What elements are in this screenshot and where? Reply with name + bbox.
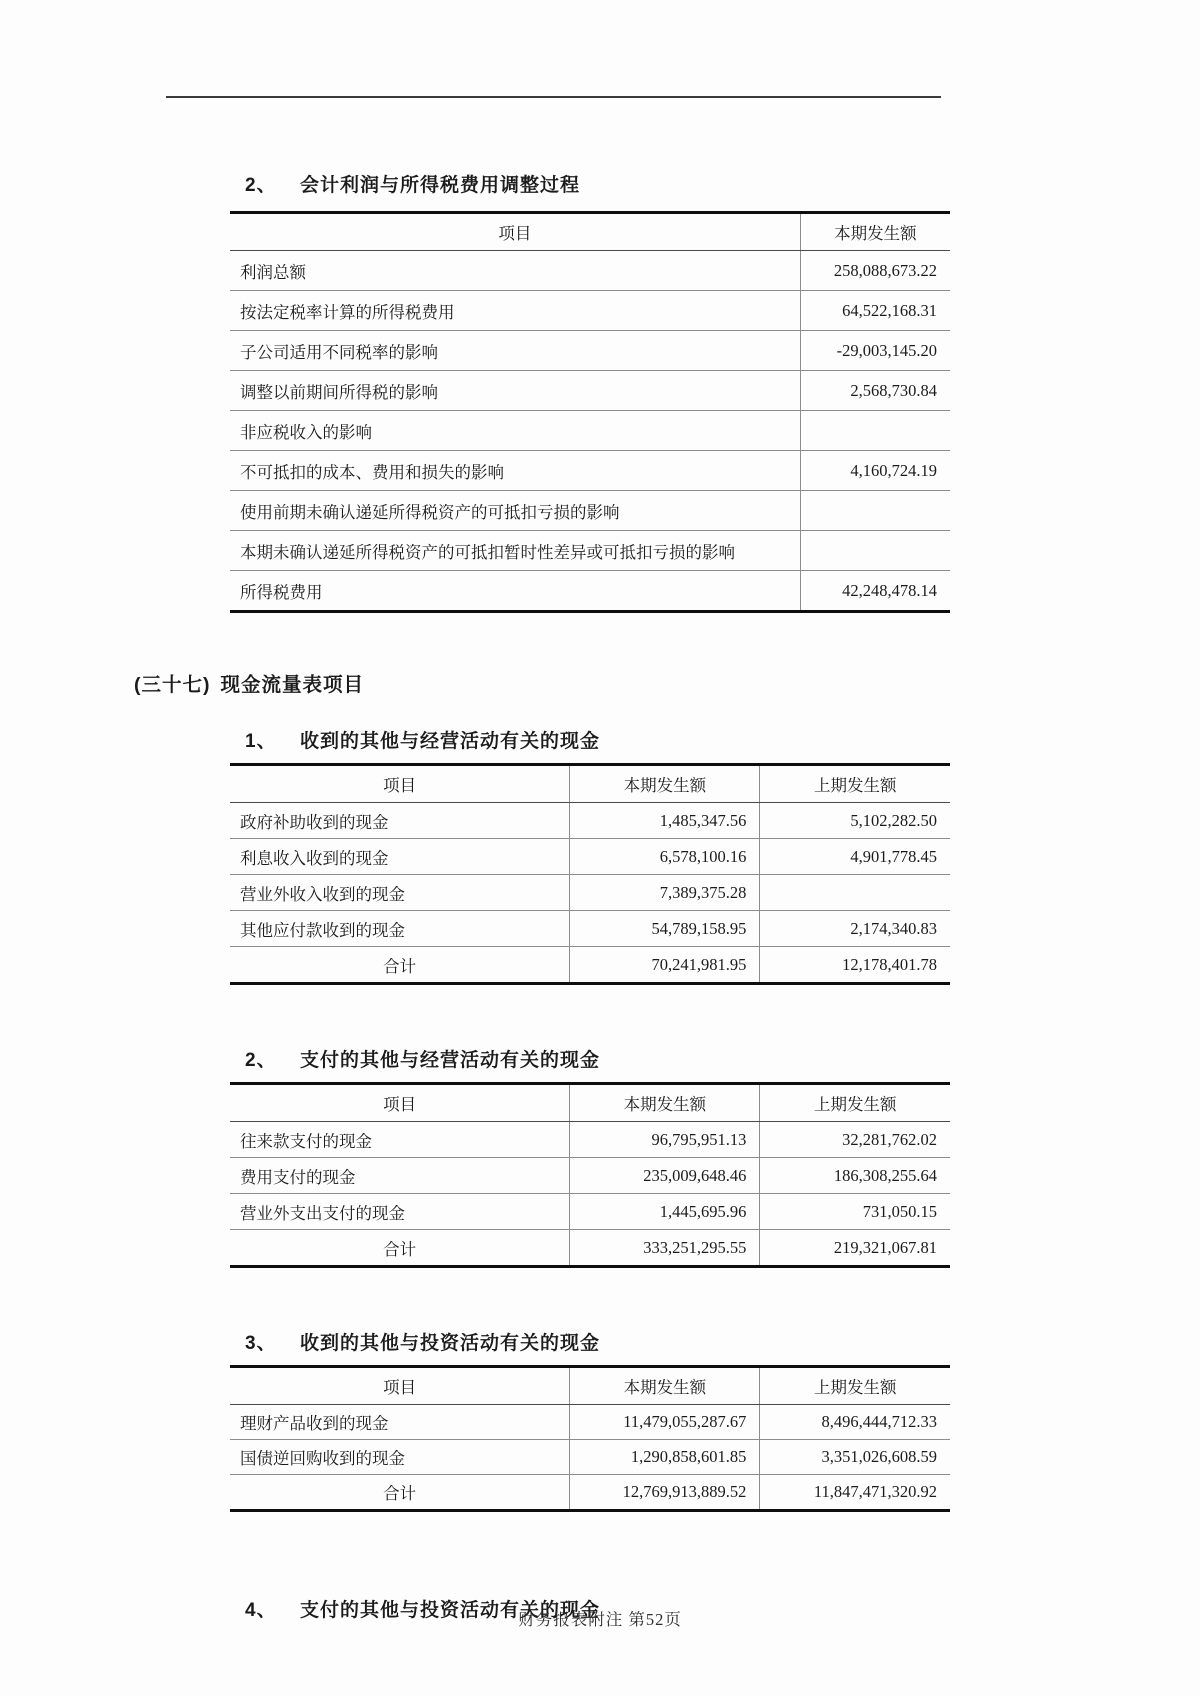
row-item-label: 按法定税率计算的所得税费用 — [230, 291, 800, 331]
row-item-label: 合计 — [230, 1230, 570, 1267]
row-amount-current: 42,248,478.14 — [800, 571, 950, 612]
heading-number: 3、 — [245, 1333, 277, 1354]
table-header-row — [230, 213, 950, 251]
heading-title: 收到的其他与经营活动有关的现金 — [300, 731, 601, 752]
row-amount-current: -29,003,145.20 — [800, 331, 950, 371]
row-amount-prior: 8,496,444,712.33 — [760, 1405, 950, 1440]
column-header-current-period: 本期发生额 — [800, 213, 950, 251]
table-row — [230, 331, 950, 371]
row-amount-current: 258,088,673.22 — [800, 251, 950, 291]
row-amount-current: 1,485,347.56 — [570, 803, 760, 839]
row-item-label: 合计 — [230, 947, 570, 984]
row-item-label: 使用前期未确认递延所得税资产的可抵扣亏损的影响 — [230, 491, 800, 531]
heading-title: 收到的其他与投资活动有关的现金 — [300, 1333, 601, 1354]
row-amount-prior: 32,281,762.02 — [760, 1122, 950, 1158]
table-total-row — [230, 1230, 950, 1267]
heading-cash-flow-section — [134, 669, 1200, 697]
row-amount-current: 4,160,724.19 — [800, 451, 950, 491]
row-item-label: 其他应付款收到的现金 — [230, 911, 570, 947]
row-amount-current: 1,445,695.96 — [570, 1194, 760, 1230]
row-item-label: 往来款支付的现金 — [240, 1131, 372, 1151]
heading-number: 2、 — [245, 175, 277, 196]
table-header-row — [230, 765, 950, 803]
table-row — [230, 1194, 950, 1230]
table-row — [230, 491, 950, 531]
column-header-current-period: 本期发生额 — [570, 1084, 760, 1122]
table-row — [230, 531, 950, 571]
column-header-item: 项目 — [230, 213, 800, 251]
row-item-label: 费用支付的现金 — [230, 1158, 570, 1194]
heading-number: 1、 — [245, 731, 277, 752]
row-amount-prior: 4,901,778.45 — [760, 839, 950, 875]
table-header-row — [230, 1367, 950, 1405]
row-amount-current: 12,769,913,889.52 — [570, 1475, 760, 1511]
row-amount-current — [800, 491, 950, 531]
row-amount-current: 54,789,158.95 — [570, 911, 760, 947]
row-amount-current: 70,241,981.95 — [570, 947, 760, 984]
table-row — [230, 371, 950, 411]
table-total-row — [230, 947, 950, 984]
row-amount-current: 64,522,168.31 — [800, 291, 950, 331]
row-amount-prior: 731,050.15 — [760, 1194, 950, 1230]
row-amount-current: 333,251,295.55 — [570, 1230, 760, 1267]
table-row — [230, 1122, 950, 1158]
heading-tax-adjustment — [245, 170, 1200, 197]
row-amount-current — [800, 531, 950, 571]
row-amount-current: 235,009,648.46 — [570, 1158, 760, 1194]
table-total-row — [230, 1475, 950, 1511]
row-item-label: 本期未确认递延所得税资产的可抵扣暂时性差异或可抵扣亏损的影响 — [230, 531, 800, 571]
row-amount-current: 2,568,730.84 — [800, 371, 950, 411]
row-item-label: 理财产品收到的现金 — [240, 1414, 389, 1433]
row-amount-current: 11,479,055,287.67 — [570, 1405, 760, 1440]
heading-sub3 — [245, 1328, 1200, 1355]
row-amount-current — [800, 411, 950, 451]
row-item-label: 营业外收入收到的现金 — [230, 875, 570, 911]
heading-title: 支付的其他与投资活动有关的现金 — [300, 1600, 601, 1621]
row-amount-prior: 11,847,471,320.92 — [760, 1475, 950, 1511]
row-item-label: 国债逆回购收到的现金 — [230, 1440, 570, 1475]
row-amount-current: 96,795,951.13 — [570, 1122, 760, 1158]
row-amount-current: 7,389,375.28 — [570, 875, 760, 911]
other-operating-receipts-table — [230, 763, 950, 985]
row-item-label: 利息收入收到的现金 — [230, 839, 570, 875]
page-content — [0, 170, 1200, 1622]
table-row — [230, 451, 950, 491]
table-row — [230, 875, 950, 911]
column-header-prior-period: 上期发生额 — [760, 765, 950, 803]
heading-number: 2、 — [245, 1050, 277, 1071]
row-amount-current: 1,290,858,601.85 — [570, 1440, 760, 1475]
page-footer: 财务报表附注 第52页 — [518, 1610, 682, 1629]
row-item-label: 利润总额 — [240, 262, 306, 282]
row-amount-prior: 219,321,067.81 — [760, 1230, 950, 1267]
heading-title: 会计利润与所得税费用调整过程 — [300, 175, 581, 196]
row-amount-prior: 186,308,255.64 — [760, 1158, 950, 1194]
column-header-current-period: 本期发生额 — [570, 1367, 760, 1405]
row-amount-current: 6,578,100.16 — [570, 839, 760, 875]
table-row — [230, 1440, 950, 1475]
table-row — [230, 1158, 950, 1194]
row-amount-prior — [760, 875, 950, 911]
table-row — [230, 291, 950, 331]
column-header-current-period: 本期发生额 — [570, 765, 760, 803]
table-row — [230, 839, 950, 875]
row-amount-prior: 5,102,282.50 — [760, 803, 950, 839]
column-header-item: 项目 — [230, 765, 570, 803]
table-row — [230, 911, 950, 947]
heading-sub1 — [245, 726, 1200, 753]
heading-title: 支付的其他与经营活动有关的现金 — [300, 1050, 601, 1071]
column-header-item: 项目 — [230, 1367, 570, 1405]
page-header-rule — [166, 96, 941, 98]
table-row — [230, 571, 950, 612]
row-item-label: 营业外支出支付的现金 — [230, 1194, 570, 1230]
row-amount-prior: 2,174,340.83 — [760, 911, 950, 947]
row-item-label: 不可抵扣的成本、费用和损失的影响 — [230, 451, 800, 491]
tax-adjustment-table — [230, 211, 950, 613]
column-header-item: 项目 — [230, 1084, 570, 1122]
heading-number: 4、 — [245, 1600, 277, 1621]
section-title: 现金流量表项目 — [220, 674, 365, 696]
row-item-label: 所得税费用 — [230, 571, 800, 612]
table-row — [230, 803, 950, 839]
row-item-label: 子公司适用不同税率的影响 — [230, 331, 800, 371]
row-item-label: 调整以前期间所得税的影响 — [230, 371, 800, 411]
other-operating-payments-table — [230, 1082, 950, 1268]
other-investing-receipts-table — [230, 1365, 950, 1512]
row-item-label: 政府补助收到的现金 — [240, 812, 389, 832]
table-row — [230, 411, 950, 451]
column-header-prior-period: 上期发生额 — [760, 1367, 950, 1405]
row-amount-prior: 3,351,026,608.59 — [760, 1440, 950, 1475]
column-header-prior-period: 上期发生额 — [760, 1084, 950, 1122]
row-item-label: 合计 — [230, 1475, 570, 1511]
row-item-label: 非应税收入的影响 — [230, 411, 800, 451]
section-number: (三十七) — [134, 674, 211, 696]
table-header-row — [230, 1084, 950, 1122]
heading-sub2 — [245, 1045, 1200, 1072]
table-row — [230, 251, 950, 291]
row-amount-prior: 12,178,401.78 — [760, 947, 950, 984]
table-row — [230, 1405, 950, 1440]
